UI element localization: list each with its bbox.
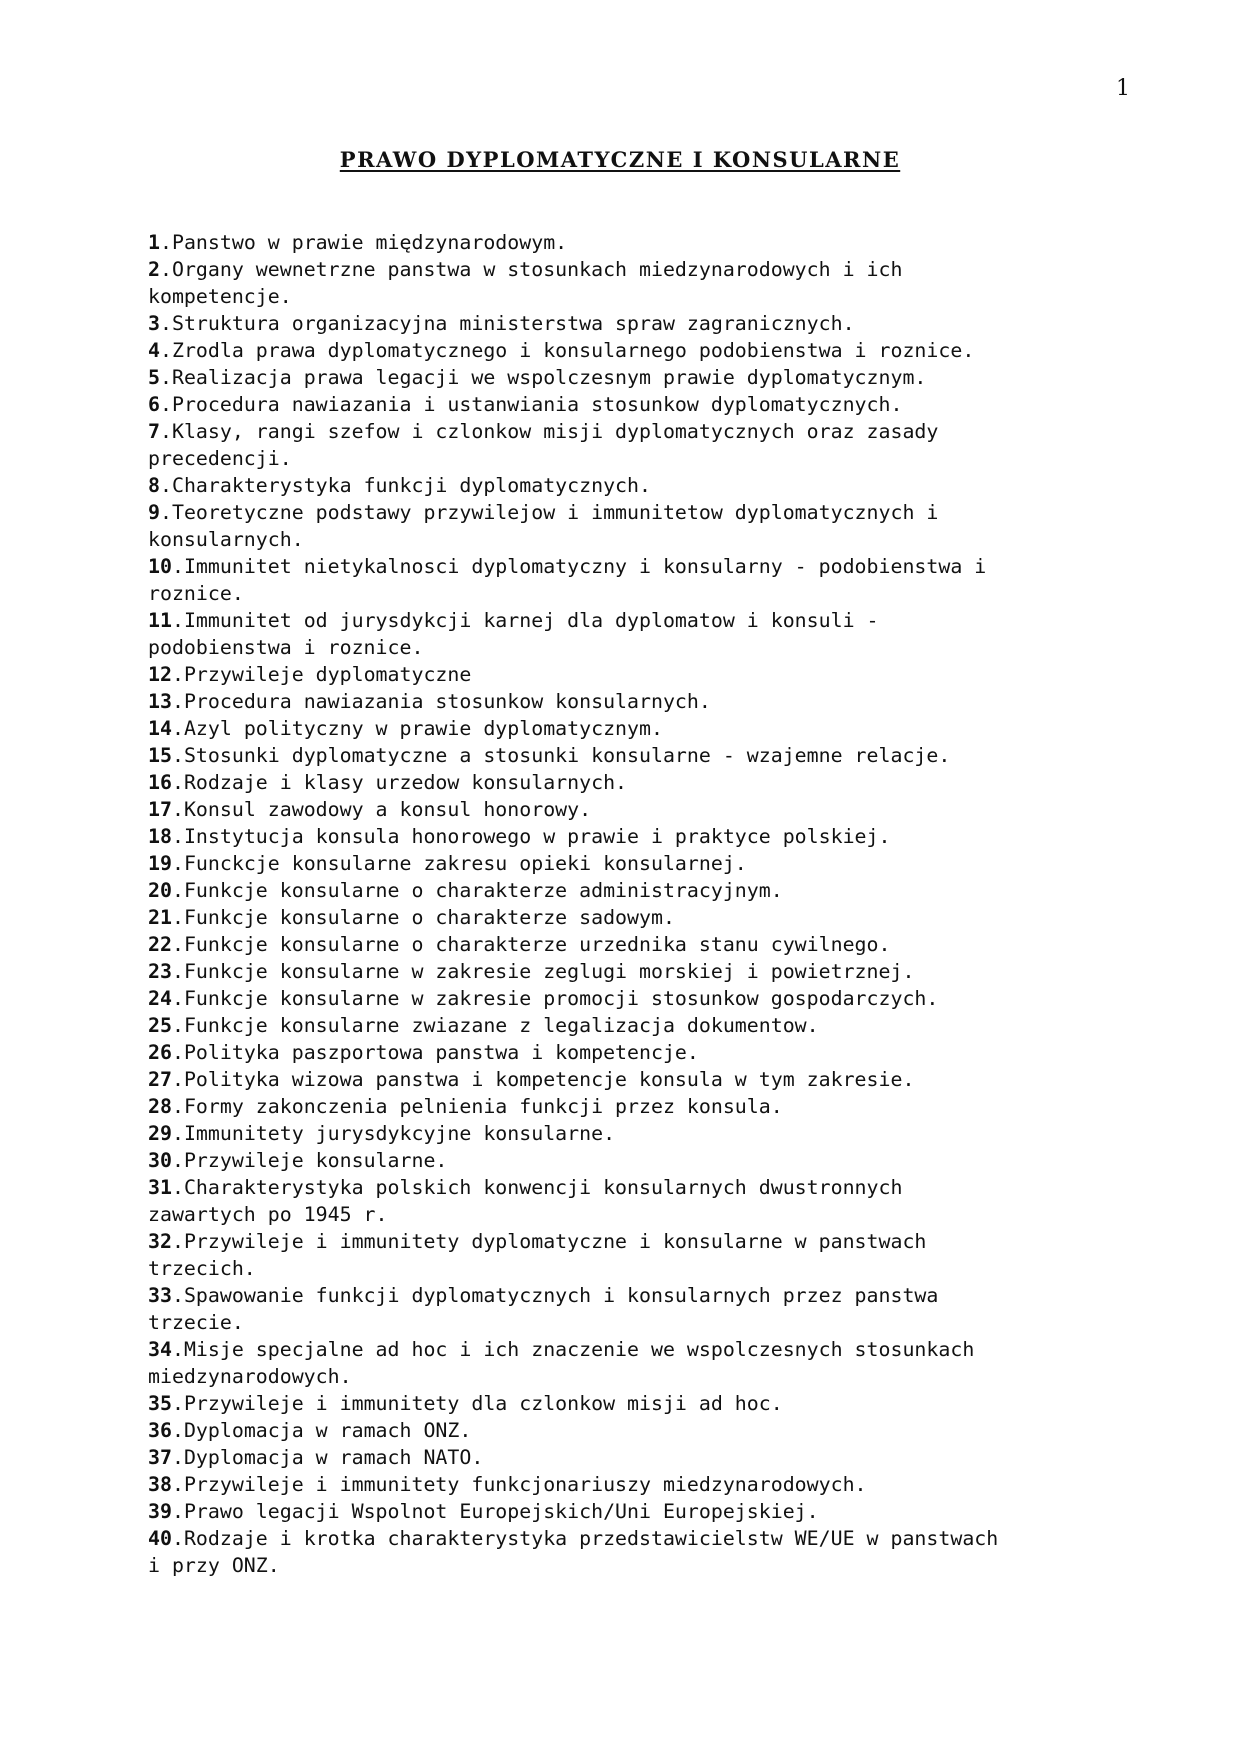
question-number: 20	[148, 879, 172, 902]
list-item	[148, 823, 1098, 850]
question-number: 28	[148, 1095, 172, 1118]
question-number: 1	[148, 231, 160, 254]
question-text: Dyplomacja w ramach ONZ.	[183, 1419, 472, 1442]
question-number: 24	[148, 987, 172, 1010]
question-separator: .	[171, 555, 184, 578]
list-item	[148, 1228, 1098, 1282]
question-separator: .	[159, 366, 172, 389]
list-item	[148, 985, 1098, 1012]
question-number: 40	[148, 1527, 172, 1550]
question-number: 36	[148, 1419, 172, 1442]
question-number: 27	[148, 1068, 172, 1091]
question-separator: .	[171, 1122, 184, 1145]
question-text: Panstwo w prawie międzynarodowym.	[171, 231, 568, 254]
question-text: Funckcje konsularne zakresu opieki konsularnej.	[183, 852, 747, 875]
question-text: Immunitet nietykalnosci dyplomatyczny i konsularny - podobienstwa i roznice.	[148, 555, 987, 605]
list-item	[148, 256, 1098, 310]
question-list	[148, 229, 1098, 1579]
question-number: 34	[148, 1338, 172, 1361]
question-text: Procedura nawiazania stosunkow konsularnych.	[183, 690, 711, 713]
question-number: 23	[148, 960, 172, 983]
list-item	[148, 364, 1098, 391]
list-item	[148, 1174, 1098, 1228]
question-number: 2	[148, 258, 160, 281]
question-text: Charakterystyka polskich konwencji konsularnych dwustronnych zawartych po 1945 r.	[148, 1176, 903, 1226]
question-number: 7	[148, 420, 160, 443]
list-item	[148, 715, 1098, 742]
question-number: 25	[148, 1014, 172, 1037]
question-number: 30	[148, 1149, 172, 1172]
question-separator: .	[171, 1149, 184, 1172]
list-item	[148, 418, 1098, 472]
question-separator: .	[159, 231, 172, 254]
list-item	[148, 1120, 1098, 1147]
question-number: 4	[148, 339, 160, 362]
question-separator: .	[159, 474, 172, 497]
list-item	[148, 769, 1098, 796]
question-separator: .	[171, 1014, 184, 1037]
list-item	[148, 796, 1098, 823]
question-text: Spawowanie funkcji dyplomatycznych i konsularnych przez panstwa trzecie.	[148, 1284, 939, 1334]
question-text: Funkcje konsularne o charakterze urzednika stanu cywilnego.	[183, 933, 891, 956]
list-item	[148, 850, 1098, 877]
question-separator: .	[171, 663, 184, 686]
question-number: 39	[148, 1500, 172, 1523]
question-number: 19	[148, 852, 172, 875]
question-number: 16	[148, 771, 172, 794]
question-text: Struktura organizacyjna ministerstwa spraw zagranicznych.	[171, 312, 855, 335]
question-number: 14	[148, 717, 172, 740]
question-separator: .	[171, 879, 184, 902]
question-text: Konsul zawodowy a konsul honorowy.	[183, 798, 592, 821]
question-separator: .	[171, 1095, 184, 1118]
question-number: 26	[148, 1041, 172, 1064]
list-item	[148, 1066, 1098, 1093]
question-text: Przywileje konsularne.	[183, 1149, 448, 1172]
question-number: 37	[148, 1446, 172, 1469]
list-item	[148, 688, 1098, 715]
question-number: 12	[148, 663, 172, 686]
question-separator: .	[171, 1284, 184, 1307]
question-text: Charakterystyka funkcji dyplomatycznych.	[171, 474, 651, 497]
question-text: Stosunki dyplomatyczne a stosunki konsularne - wzajemne relacje.	[183, 744, 951, 767]
question-separator: .	[171, 825, 184, 848]
question-number: 31	[148, 1176, 172, 1199]
question-separator: .	[171, 933, 184, 956]
question-number: 11	[148, 609, 172, 632]
question-separator: .	[159, 339, 172, 362]
list-item	[148, 472, 1098, 499]
list-item	[148, 1417, 1098, 1444]
question-text: Polityka paszportowa panstwa i kompetencje.	[183, 1041, 699, 1064]
question-number: 22	[148, 933, 172, 956]
question-number: 13	[148, 690, 172, 713]
question-separator: .	[159, 420, 172, 443]
list-item	[148, 661, 1098, 688]
question-text: Instytucja konsula honorowego w prawie i praktyce polskiej.	[183, 825, 891, 848]
list-item	[148, 1390, 1098, 1417]
question-separator: .	[171, 690, 184, 713]
question-text: Procedura nawiazania i ustanwiania stosunkow dyplomatycznych.	[171, 393, 903, 416]
question-text: Przywileje i immunitety dla czlonkow misji ad hoc.	[183, 1392, 783, 1415]
question-separator: .	[159, 258, 172, 281]
list-item	[148, 1012, 1098, 1039]
question-text: Funkcje konsularne o charakterze sadowym.	[183, 906, 675, 929]
question-separator: .	[171, 771, 184, 794]
question-text: Funkcje konsularne w zakresie promocji stosunkow gospodarczych.	[183, 987, 939, 1010]
question-number: 15	[148, 744, 172, 767]
question-text: Rodzaje i klasy urzedow konsularnych.	[183, 771, 628, 794]
list-item	[148, 229, 1098, 256]
question-number: 17	[148, 798, 172, 821]
question-number: 6	[148, 393, 160, 416]
list-item	[148, 1039, 1098, 1066]
question-separator: .	[171, 960, 184, 983]
list-item	[148, 337, 1098, 364]
question-text: Teoretyczne podstawy przywilejow i immunitetow dyplomatycznych i konsularnych.	[148, 501, 939, 551]
list-item	[148, 1093, 1098, 1120]
question-separator: .	[171, 609, 184, 632]
question-separator: .	[159, 501, 172, 524]
question-separator: .	[171, 798, 184, 821]
question-text: Polityka wizowa panstwa i kompetencje konsula w tym zakresie.	[183, 1068, 915, 1091]
question-text: Przywileje i immunitety dyplomatyczne i konsularne w panstwach trzecich.	[148, 1230, 927, 1280]
question-text: Realizacja prawa legacji we wspolczesnym prawie dyplomatycznym.	[171, 366, 927, 389]
question-text: Funkcje konsularne zwiazane z legalizacja dokumentow.	[183, 1014, 819, 1037]
question-separator: .	[171, 906, 184, 929]
list-item	[148, 904, 1098, 931]
question-separator: .	[171, 1230, 184, 1253]
question-text: Zrodla prawa dyplomatycznego i konsularnego podobienstwa i roznice.	[171, 339, 975, 362]
list-item	[148, 1336, 1098, 1390]
list-item	[148, 499, 1098, 553]
question-text: Immunitet od jurysdykcji karnej dla dyplomatow i konsuli - podobienstwa i roznice.	[148, 609, 879, 659]
question-separator: .	[171, 1446, 184, 1469]
question-separator: .	[171, 852, 184, 875]
question-separator: .	[159, 312, 172, 335]
list-item	[148, 1498, 1098, 1525]
question-text: Rodzaje i krotka charakterystyka przedstawicielstw WE/UE w panstwach i przy ONZ.	[148, 1527, 999, 1577]
question-text: Misje specjalne ad hoc i ich znaczenie we wspolczesnych stosunkach miedzynarodowych.	[148, 1338, 975, 1388]
question-text: Organy wewnetrzne panstwa w stosunkach miedzynarodowych i ich kompetencje.	[148, 258, 903, 308]
list-item	[148, 1471, 1098, 1498]
question-number: 8	[148, 474, 160, 497]
question-number: 10	[148, 555, 172, 578]
question-text: Przywileje i immunitety funkcjonariuszy miedzynarodowych.	[183, 1473, 867, 1496]
question-text: Dyplomacja w ramach NATO.	[183, 1446, 484, 1469]
question-separator: .	[171, 1068, 184, 1091]
question-separator: .	[171, 1500, 184, 1523]
question-number: 32	[148, 1230, 172, 1253]
list-item	[148, 958, 1098, 985]
question-separator: .	[171, 1419, 184, 1442]
question-text: Klasy, rangi szefow i czlonkow misji dyplomatycznych oraz zasady precedencji.	[148, 420, 939, 470]
question-separator: .	[159, 393, 172, 416]
list-item	[148, 1147, 1098, 1174]
question-separator: .	[171, 1392, 184, 1415]
list-item	[148, 1525, 1098, 1579]
question-text: Immunitety jurysdykcyjne konsularne.	[183, 1122, 616, 1145]
list-item	[148, 553, 1098, 607]
question-separator: .	[171, 1041, 184, 1064]
question-separator: .	[171, 717, 184, 740]
question-separator: .	[171, 1176, 184, 1199]
question-separator: .	[171, 1338, 184, 1361]
list-item	[148, 877, 1098, 904]
list-item	[148, 1444, 1098, 1471]
question-separator: .	[171, 987, 184, 1010]
question-text: Funkcje konsularne o charakterze administracyjnym.	[183, 879, 783, 902]
question-number: 21	[148, 906, 172, 929]
list-item	[148, 310, 1098, 337]
document-title: PRAWO DYPLOMATYCZNE I KONSULARNE	[339, 147, 901, 172]
question-text: Formy zakonczenia pelnienia funkcji przez konsula.	[183, 1095, 783, 1118]
question-number: 29	[148, 1122, 172, 1145]
list-item	[148, 931, 1098, 958]
page-number: 1	[1116, 76, 1130, 101]
question-text: Przywileje dyplomatyczne	[183, 663, 472, 686]
question-number: 38	[148, 1473, 172, 1496]
question-number: 5	[148, 366, 160, 389]
question-text: Prawo legacji Wspolnot Europejskich/Uni Europejskiej.	[183, 1500, 819, 1523]
question-number: 3	[148, 312, 160, 335]
question-number: 35	[148, 1392, 172, 1415]
list-item	[148, 391, 1098, 418]
question-number: 18	[148, 825, 172, 848]
question-separator: .	[171, 744, 184, 767]
question-separator: .	[171, 1473, 184, 1496]
list-item	[148, 1282, 1098, 1336]
question-number: 33	[148, 1284, 172, 1307]
question-number: 9	[148, 501, 160, 524]
list-item	[148, 742, 1098, 769]
list-item	[148, 607, 1098, 661]
question-separator: .	[171, 1527, 184, 1550]
question-text: Azyl polityczny w prawie dyplomatycznym.	[183, 717, 663, 740]
question-text: Funkcje konsularne w zakresie zeglugi morskiej i powietrznej.	[183, 960, 915, 983]
